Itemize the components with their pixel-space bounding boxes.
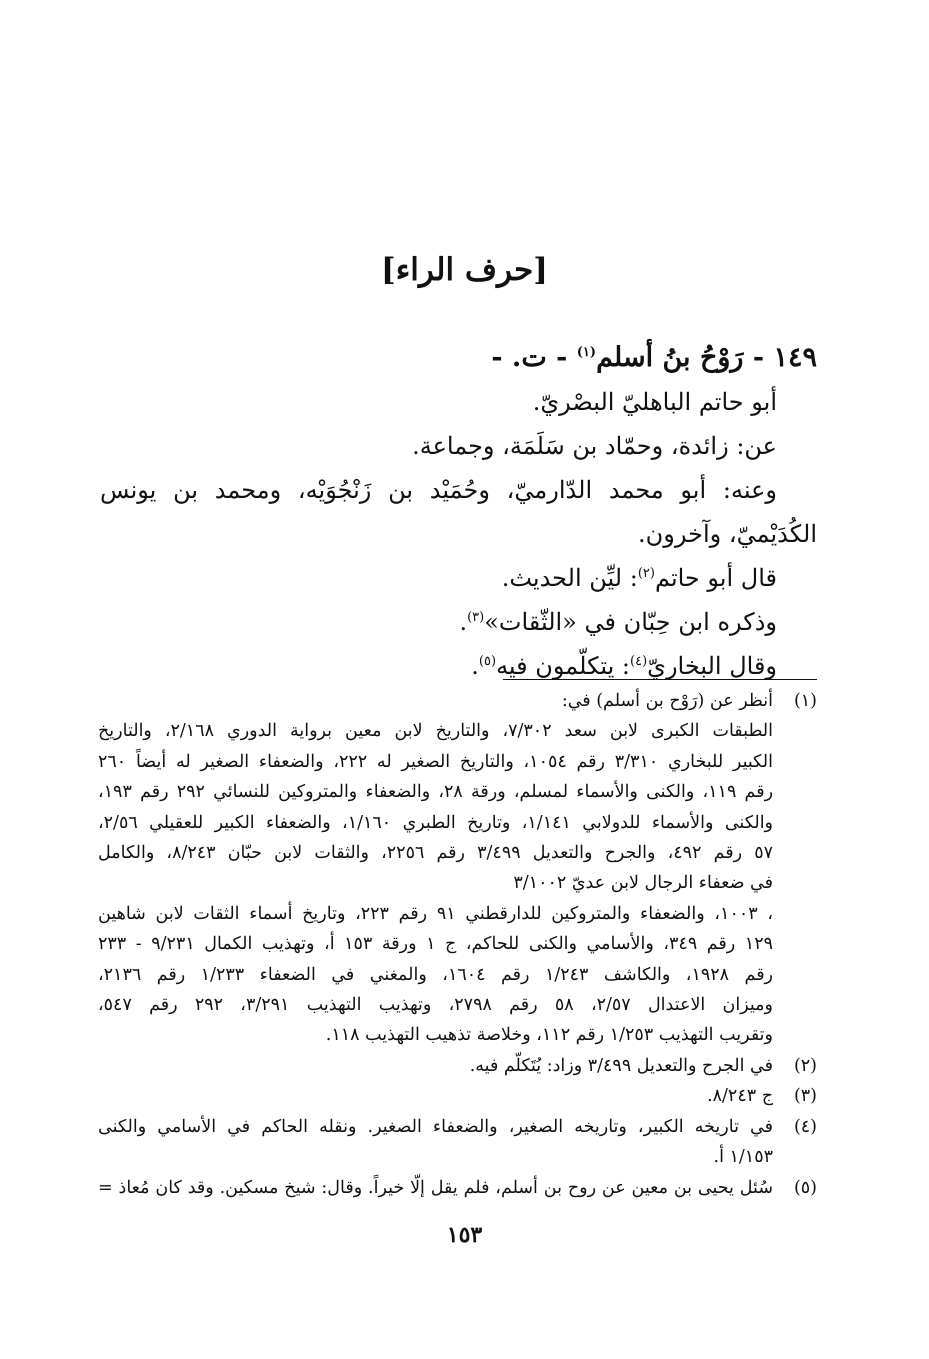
footnote-ref[interactable]: (١) <box>576 345 597 360</box>
footnote-body <box>98 686 773 1051</box>
entry-line-students: وعنه: أبو محمد الدّارميّ، وحُمَيْد بن زَنْجُوَيْه، ومحمد بن يونس <box>100 476 777 504</box>
footnote-line: في الجرح والتعديل ٣/٤٩٩ وزاد: يُتَكلّم فيه. <box>469 1055 773 1076</box>
footnote-body <box>98 1112 773 1173</box>
footnote-1 <box>98 686 817 1051</box>
entry-line-kunya: أبو حاتم الباهليّ البصْريّ. <box>532 388 777 416</box>
footnote-line: رقم ١١٩، والكنى والأسماء لمسلم، ورقة ٢٨، والضعفاء والمتروكين للنسائي ٢٩٢ رقم ١٩٣، <box>98 782 773 803</box>
quote-mid: : يتكلّمون فيه <box>496 652 631 680</box>
footnote-body <box>98 1051 773 1081</box>
entry-heading <box>100 336 817 380</box>
footnote-number: (٤) <box>793 1116 817 1137</box>
quote-text: وقال البخاريّ <box>647 652 777 680</box>
entry-body <box>100 336 817 688</box>
quote-text: قال أبو حاتم <box>654 564 777 592</box>
footnote-ref[interactable]: (٢) <box>637 566 655 581</box>
footnote-line: أنظر عن (رَوْح بن أسلم) في: <box>561 691 773 711</box>
footnote-line: الكبير للبخاري ٣/٣١٠ رقم ١٠٥٤، والتاريخ الصغير له ٢٢٢، والضعفاء الصغير له أيضاً ٢٦٠ <box>98 751 773 772</box>
entry-line-students-cont: الكُدَيْميّ، وآخرون. <box>638 520 817 548</box>
footnote-ref[interactable]: (٣) <box>467 610 485 625</box>
footnote-line: ، ١٠٠٣، والضعفاء والمتروكين للدارقطني ٩١ رقم ٢٢٣، وتاريخ أسماء الثقات لابن شاهين <box>98 903 773 924</box>
quote-tail: : ليِّن الحديث. <box>501 564 638 592</box>
page-number: ١٥٣ <box>446 1222 483 1248</box>
entry-heading-text: ١٤٩ - رَوْحُ بنُ أسلم <box>596 342 817 373</box>
entry-heading-tail: - ت. - <box>491 342 577 373</box>
footnote-number: (٢) <box>793 1055 817 1076</box>
footnote-line: سُئل يحيى بن معين عن روح بن أسلم، فلم يقل إلّا خيراً. وقال: شيخ مسكين. وقد كان مُعاذ = <box>98 1177 773 1198</box>
entry-quote-bukhari <box>100 644 817 688</box>
footnote-line: ٥٧ رقم ٤٩٢، والجرح والتعديل ٣/٤٩٩ رقم ٢٢٥٦، والثقات لابن حبّان ٨/٢٤٣، والكامل <box>98 843 773 864</box>
footnote-5 <box>98 1173 817 1203</box>
footnote-number: (٣) <box>793 1086 817 1107</box>
footnote-line: الطبقات الكبرى لابن سعد ٧/٣٠٢، والتاريخ لابن معين برواية الدوري ٢/١٦٨، والتاريخ <box>98 721 773 742</box>
footnote-line: رقم ١٩٢٨، والكاشف ١/٢٤٣ رقم ١٦٠٤، والمغني في الضعفاء ١/٢٣٣ رقم ٢١٣٦، <box>98 964 773 985</box>
quote-tail: . <box>459 608 468 636</box>
entry-quote-ibn-hibban <box>100 600 817 644</box>
footnotes <box>98 686 817 1203</box>
footnote-2 <box>98 1051 817 1081</box>
footnote-line: في تاريخه الكبير، وتاريخه الصغير، والضعفاء الصغير. ونقله الحاكم في الأسامي والكنى <box>98 1116 773 1137</box>
footnote-line: ١٢٩ رقم ٣٤٩، والأسامي والكنى للحاكم، ج ١ ورقة ١٥٣ أ، وتهذيب الكمال ٩/٢٣١ - ٢٣٣ <box>98 934 773 955</box>
footnote-line: في ضعفاء الرجال لابن عديّ ٣/١٠٠٢ <box>513 873 773 894</box>
footnote-number: (٥) <box>793 1177 817 1198</box>
chapter-title: [حرف الراء] <box>381 252 548 288</box>
footnote-line: ج ٨/٢٤٣. <box>707 1086 773 1107</box>
footnote-body <box>98 1081 773 1111</box>
footnote-4 <box>98 1112 817 1173</box>
footnote-number: (١) <box>793 691 817 711</box>
footnote-body <box>98 1173 773 1203</box>
footnote-divider <box>503 679 817 680</box>
footnote-3 <box>98 1081 817 1111</box>
quote-tail: . <box>471 652 479 680</box>
footnote-line: وتقريب التهذيب ١/٢٥٣ رقم ١١٢، وخلاصة تذهيب التهذيب ١١٨. <box>325 1025 773 1046</box>
footnote-ref[interactable]: (٤) <box>630 654 648 669</box>
quote-text: وذكره ابن حِبّان في «الثّقات» <box>484 608 777 636</box>
entry-quote-abu-hatim <box>100 556 817 600</box>
footnote-line: وميزان الاعتدال ٢/٥٧، ٥٨ رقم ٢٧٩٨، وتهذيب التهذيب ٣/٢٩١، ٢٩٢ رقم ٥٤٧، <box>98 995 773 1016</box>
entry-line-teachers: عن: زائدة، وحمّاد بن سَلَمَة، وجماعة. <box>412 432 777 460</box>
footnote-ref[interactable]: (٥) <box>478 654 497 669</box>
footnote-line: والكنى والأسماء للدولابي ١/١٤١، وتاريخ الطبري ١/١٦٠، والضعفاء الكبير للعقيلي ٢/٥٦، <box>98 812 773 833</box>
footnote-line: ١/١٥٣ أ. <box>713 1147 773 1168</box>
